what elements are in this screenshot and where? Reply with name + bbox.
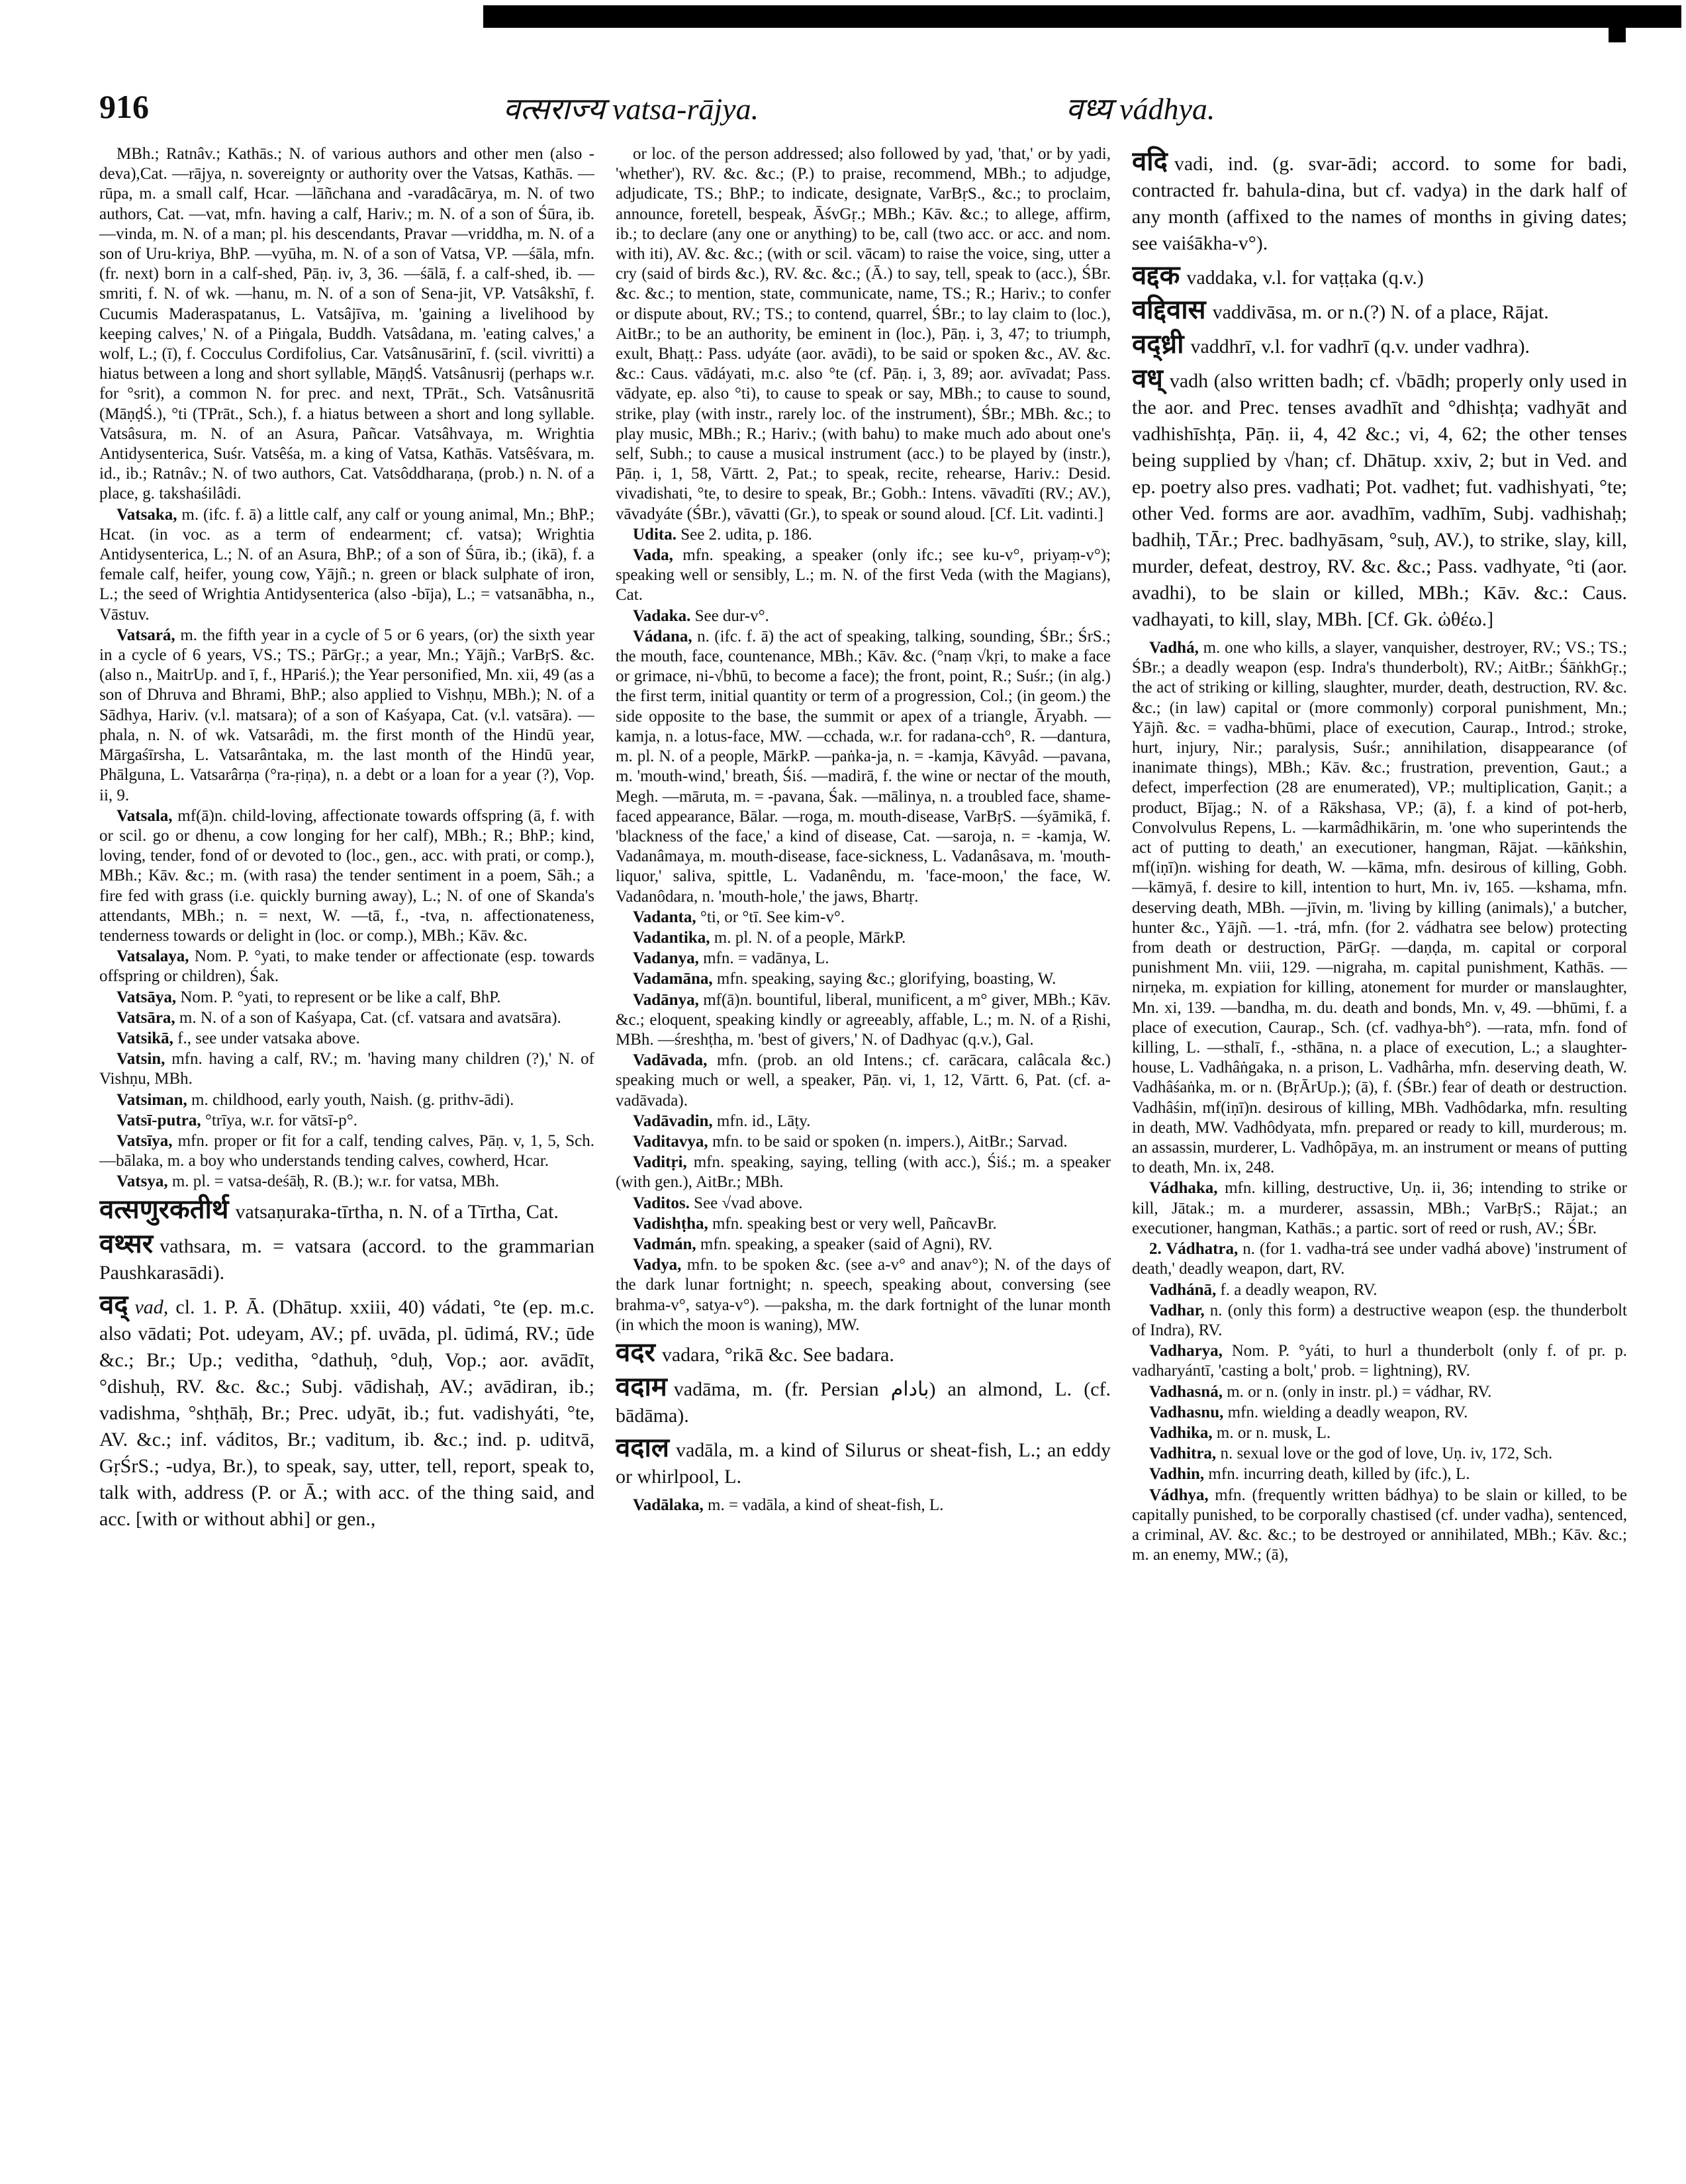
entry-headword: Vatsala, — [117, 806, 173, 825]
dictionary-entry — [616, 1112, 1111, 1131]
dictionary-entry — [616, 908, 1111, 927]
dictionary-entry — [616, 144, 1111, 524]
entry-definition: mfn. (prob. an old Intens.; cf. carācara, calâcala &c.) speaking much or well, a speaker, Pāṇ. vi, 1, 12, Vārtt. 6, Pat. (cf. a-vadāvada). — [616, 1051, 1111, 1110]
entry-definition: vadāla, m. a kind of Silurus or sheat-fish, L.; an eddy or whirlpool, L. — [616, 1439, 1111, 1488]
dictionary-entry — [616, 1132, 1111, 1152]
devanagari-headword: वद्दक — [1132, 260, 1180, 290]
entry-headword: Vadhasná, — [1149, 1382, 1223, 1401]
entry-definition: mfn. to be spoken &c. (see a-v° and anav°); N. of the days of the dark lunar fortnight; n. speech, speaking about, conversing (see brahma-v°, satya-v°). —paksha, m. the dark fortnight of the lunar month (in which the moon is waning), MW. — [616, 1256, 1111, 1334]
entry-headword: Vadhika, — [1149, 1423, 1213, 1442]
entry-definition: vaddhrī, v.l. for vadhrī (q.v. under vadhra). — [1190, 336, 1530, 357]
dictionary-entry — [99, 505, 594, 625]
entry-definition: mfn. (frequently written bádhya) to be slain or killed, to be capitally punished, to be corporally chastised (cf. under vadha), sentenced, a criminal, AV. &c. &c.; to be destroyed or annihilated, MBh.; Kāv. &c.; m. an enemy, MW.; (ā), — [1132, 1486, 1627, 1564]
entry-headword: Vadhitra, — [1149, 1445, 1217, 1463]
dictionary-entry — [99, 947, 594, 986]
dictionary-entry — [616, 1339, 1111, 1368]
entry-definition: mfn. id., Lāṭy. — [716, 1112, 811, 1130]
entry-definition: mfn. speaking, saying, telling (with acc.), Śiś.; m. a speaker (with gen.), AitBr.; MBh. — [616, 1153, 1111, 1192]
dictionary-entry — [99, 1172, 594, 1192]
entry-definition: m. or n. (only in instr. pl.) = vádhar, RV. — [1227, 1382, 1492, 1401]
dictionary-entry — [99, 1008, 594, 1028]
dictionary-entry — [99, 1289, 594, 1533]
entry-definition: vatsaṇuraka-tīrtha, n. N. of a Tīrtha, Cat. — [235, 1200, 559, 1223]
entry-definition: mfn. killing, destructive, Uṇ. ii, 36; intending to strike or kill, Jātak.; m. a murderer, assassin, MBh.; VarBṛS.; Rājat.; an executioner, hangman, Kathās.; a partic. sort of reed or rush, AV.; ŚBr. — [1132, 1179, 1627, 1237]
entry-headword: Vádhaka, — [1149, 1179, 1218, 1198]
dictionary-entry — [616, 606, 1111, 626]
entry-headword: Vadhánā, — [1149, 1280, 1217, 1299]
entry-definition: m. the fifth year in a cycle of 5 or 6 years, (or) the sixth year in a cycle of 6 years, VS.; TS.; PārGṛ.; a year, Mn.; Yājñ.; VarBṛS. &c. (also n., MaitrUp. and ī, f., HPariś.); the Year personified, Mn. xii, 49 (as a son of Dhruva and Bhrami, BhP.; also applied to Vishṇu, MBh.); N. of a Sādhya, Hariv. (v.l. matsara); of a son of Kaśyapa, Cat. (v.l. vatsāra). —phala, n. N. of wk. Vatsarâdi, m. the first month of the Hindū year, Mārgaśīrsha, L. Vatsarântaka, m. the last month of the Hindū year, Phālguna, L. Vatsarârṇa (°ra-ṛiṇa), n. a debt or a loan for a year (?), Vop. ii, 9. — [99, 626, 594, 804]
dictionary-entry — [616, 1371, 1111, 1429]
dictionary-entry — [616, 1432, 1111, 1490]
entry-headword: Vatsīya, — [117, 1131, 173, 1150]
dictionary-entry — [1132, 1486, 1627, 1566]
entry-definition: vaddivāsa, m. or n.(?) N. of a place, Rājat. — [1212, 301, 1549, 323]
entry-headword: Vatsī-putra, — [117, 1111, 201, 1129]
entry-definition: n. (for 1. vadha-trá see under vadhá above) 'instrument of death,' deadly weapon, dart, RV. — [1132, 1240, 1627, 1278]
dictionary-entry — [1132, 1178, 1627, 1239]
entry-definition: mfn. to be said or spoken (n. impers.), AitBr.; Sarvad. — [712, 1132, 1068, 1151]
entry-definition: vathsara, m. = vatsara (accord. to the grammarian Paushkarasādi). — [99, 1235, 594, 1284]
dictionary-entry — [616, 969, 1111, 989]
dictionary-entry — [616, 928, 1111, 948]
entry-definition: mfn. speaking, a speaker (only ifc.; see ku-v°, priyaṃ-v°); speaking well or sensibly, L.; m. N. of the first Veda (with the Magians), Cat. — [616, 546, 1111, 604]
dictionary-entry — [1132, 331, 1627, 360]
entry-headword: Vadharya, — [1149, 1342, 1223, 1360]
entry-definition: n. (only this form) a destructive weapon (esp. the thunderbolt of Indra), RV. — [1132, 1301, 1627, 1339]
entry-definition: °trīya, w.r. for vātsī-p°. — [205, 1111, 357, 1129]
entry-definition: vadara, °rikā &c. See badara. — [661, 1343, 894, 1366]
devanagari-headword: वत्सणुरकतीर्थ — [99, 1194, 229, 1224]
entry-headword: Vadanya, — [633, 949, 699, 968]
entry-headword: Vatsāra, — [117, 1008, 175, 1027]
devanagari-headword: वध् — [1132, 363, 1163, 393]
entry-definition: n. sexual love or the god of love, Uṇ. iv, 172, Sch. — [1220, 1445, 1553, 1463]
devanagari-headword: वदाल — [616, 1432, 669, 1462]
entry-definition: m. N. of a son of Kaśyapa, Cat. (cf. vatsara and avatsāra). — [179, 1008, 561, 1027]
devanagari-headword: वथ्सर — [99, 1228, 154, 1258]
entry-definition: vadh (also written badh; cf. √bādh; properly only used in the aor. and Prec. tenses avadhīt and °dhishṭa; vadhyāt and vadhishīshṭa, Pāṇ. ii, 4, 42 &c.; vi, 4, 62; the other tenses being supplied by √han; cf. Dhātup. xxiv, 2; but in Ved. and ep. poetry also pres. vadhati; Pot. vadhet; fut. vadhishyati, °te; other Ved. forms are aor. avadhīm, vadhīm, Subj. vadhishaḥ; badhiḥ, TĀr.; Prec. badhyāsam, °suḥ, AV.), to strike, slay, kill, murder, defeat, destroy, RV. &c. &c.; Pass. vadhyate, °ti (aor. avadhi), to be slain or killed, MBh.; Kāv. &c.: Caus. vadhayati, to kill, slay, MBh. [Cf. Gk. ὠθέω.] — [1132, 370, 1627, 630]
entry-definition: See 2. udita, p. 186. — [680, 525, 812, 544]
scan-edge-bar — [483, 5, 1681, 28]
entry-headword: Vatsaka, — [117, 505, 177, 524]
entry-definition: m. or n. musk, L. — [1216, 1423, 1331, 1442]
entry-headword: Vadishṭha, — [633, 1214, 708, 1233]
entry-definition: Nom. P. °yáti, to hurl a thunderbolt (only f. of pr. p. vadharyántī, 'casting a bolt,' prob. = lightning), RV. — [1132, 1342, 1627, 1380]
entry-definition: mfn. proper or fit for a calf, tending calves, Pāṇ. v, 1, 5, Sch. —bālaka, m. a boy who understands tending calves, cowherd, Hcar. — [99, 1131, 594, 1170]
dictionary-column-1 — [99, 144, 594, 2144]
entry-headword: 2. Vádhatra, — [1149, 1240, 1239, 1258]
dictionary-entry — [1132, 1444, 1627, 1464]
entry-headword: Vatsāya, — [117, 988, 177, 1006]
dictionary-entry — [616, 1235, 1111, 1255]
dictionary-entry — [616, 525, 1111, 545]
page-header — [99, 87, 1509, 134]
dictionary-entry — [1132, 262, 1627, 291]
dictionary-entry — [616, 1214, 1111, 1234]
entry-definition: mfn. speaking, a speaker (said of Agni), RV. — [700, 1235, 993, 1253]
entry-definition: m. childhood, early youth, Naish. (g. prithv-ādi). — [191, 1090, 514, 1109]
dictionary-entry — [616, 1194, 1111, 1213]
dictionary-entry — [616, 990, 1111, 1051]
entry-definition: f. a deadly weapon, RV. — [1220, 1280, 1378, 1299]
entry-definition: m. pl. N. of a people, MārkP. — [714, 928, 906, 947]
entry-definition: mfn. wielding a deadly weapon, RV. — [1227, 1403, 1468, 1421]
dictionary-entry — [99, 1228, 594, 1286]
entry-definition: °ti, or °tī. See kim-v°. — [700, 908, 845, 926]
dictionary-entry — [99, 1090, 594, 1110]
devanagari-headword: वदाम — [616, 1371, 667, 1401]
devanagari-headword: वद्दिवास — [1132, 295, 1206, 324]
entry-definition: mfn. speaking best or very well, PañcavBr. — [712, 1214, 997, 1233]
dictionary-entry — [1132, 638, 1627, 1178]
devanagari-headword: वद् — [99, 1289, 128, 1319]
entry-definition: vadāma, m. (fr. Persian بادام) an almond, L. (cf. bādāma). — [616, 1378, 1111, 1427]
scan-edge-mark — [1609, 28, 1626, 42]
entry-definition: vaddaka, v.l. for vaṭṭaka (q.v.) — [1186, 267, 1424, 289]
dictionary-entry — [1132, 1239, 1627, 1279]
dictionary-entry — [616, 1255, 1111, 1335]
dictionary-column-2 — [616, 144, 1111, 2144]
dictionary-entry — [99, 806, 594, 946]
entry-definition: mfn. incurring death, killed by (ifc.), L. — [1208, 1465, 1470, 1484]
entry-definition: m. pl. = vatsa-deśāḥ, R. (B.); w.r. for vatsa, MBh. — [171, 1172, 500, 1191]
dictionary-entry — [99, 144, 594, 504]
entry-headword: Vatsalaya, — [117, 947, 189, 966]
dictionary-column-3 — [1132, 144, 1627, 2144]
dictionary-entry — [99, 626, 594, 806]
dictionary-entry — [99, 1111, 594, 1131]
entry-headword: Vatsin, — [117, 1050, 165, 1068]
entry-definition: mf(ā)n. bountiful, liberal, munificent, a m° giver, MBh.; Kāv. &c.; eloquent, speaking kindly or agreeably, affable, L.; m. N. of a Ṛishi, MBh. —śreshṭha, m. 'best of givers,' N. of Dadhyac (q.v.), Gal. — [616, 990, 1111, 1049]
entry-headword: Vadālaka, — [633, 1496, 704, 1514]
entry-definition: MBh.; Ratnâv.; Kathās.; N. of various authors and other men (also -deva),Cat. —rājya, n. sovereignty or authority over the Vatsas, Kathās. —rūpa, m. a small calf, Hcar. —lāñchana and -varadâcārya, m. N. of two authors, Cat. —vat, mfn. having a calf, Hariv.; m. N. of a son of Śūra, ib. —vinda, m. N. of a man; pl. his descendants, Pravar —vriddha, m. N. of a son of Uru-kriya, BhP. —vyūha, m. N. of a son of Vatsa, VP. —śāla, mfn. (fr. next) born in a calf-shed, Pāṇ. iv, 3, 36. —śālā, f. a calf-shed, ib. —smriti, f. N. of wk. —hanu, m. N. of a son of Sena-jit, VP. Vatsâkshī, f. Cucumis Maderaspatanus, L. Vatsâjīva, m. 'gaining a livelihood by keeping calves,' N. of a Piṅgala, Buddh. Vatsâdana, m. 'eating calves,' a wolf, L.; (ī), f. Cocculus Cordifolius, Car. Vatsânusārinī, f. (scil. vivritti) a hiatus between a long and short syllable, MāṇḍŚ. Vatsânusrij (perhaps w.r. for °srit), a common N. for prec. and next, TPrāt., Sch. Vatsânusritā (MāṇḍŚ.), °ti (TPrāt., Sch.), f. a hiatus between a short and long syllable. Vatsâsura, m. N. of an Asura, Pañcar. Vatsâhvaya, m. Wrightia Antidysenterica, Suśr. Vatsêśa, m. a king of Vatsa, Kathās. Vatsêśvara, m. id., ib.; Ratnâv.; N. of two authors, Cat. Vatsôddharaṇa, (prob.) n. N. of a place, g. takshaśilâdi. — [99, 145, 594, 503]
entry-headword: Vada, — [633, 546, 673, 565]
entry-headword: Vadmán, — [633, 1235, 696, 1253]
entry-definition: m. (ifc. f. ā) a little calf, any calf or young animal, Mn.; BhP.; Hcat. (in voc. as a term of endearment; cf. vatsa); Wrightia Antidysenterica, L.; N. of an Asura, BhP.; of a son of Śūra, ib.; (ikā), f. a female calf, heifer, young cow, Yājñ.; n. green or black sulphate of iron, L.; the seed of Wrightia Antidysenterica (also -bīja), L.; = vatsanābha, n., Vāstuv. — [99, 505, 594, 624]
entry-headword: Vadāvadin, — [633, 1112, 713, 1130]
dictionary-entry — [616, 1496, 1111, 1515]
dictionary-entry — [1132, 365, 1627, 633]
dictionary-entry — [99, 1131, 594, 1171]
entry-headword: Vadamāna, — [633, 970, 713, 988]
dictionary-entry — [99, 988, 594, 1008]
entry-headword: Vatsya, — [117, 1172, 168, 1191]
dictionary-entry — [616, 949, 1111, 969]
dictionary-entry — [99, 1196, 594, 1225]
entry-headword: Vatsiman, — [117, 1090, 187, 1109]
dictionary-entry — [99, 1049, 594, 1089]
dictionary-entry — [1132, 1280, 1627, 1300]
entry-definition: n. (ifc. f. ā) the act of speaking, talking, sounding, ŚBr.; ŚrS.; the mouth, face, countenance, MBh.; Kāv. &c. (°naṃ √kṛi, to make a face or grimace, ni-√bhū, to become a face); the front, point, R.; Suśr.; (in alg.) the first term, initial quantity or term of a progression, Col.; (in geom.) the side opposite to the base, the summit or apex of a triangle, Āryabh. —kamja, n. a lotus-face, MW. —cchada, w.r. for radana-cch°, R. —dantura, m. pl. N. of a people, MārkP. —paṅka-ja, n. = -kamja, Kāvyâd. —pavana, m. 'mouth-wind,' breath, Śiś. —madirā, f. the wine or nectar of the mouth, Megh. —māruta, m. = -pavana, Śak. —mālinya, n. a troubled face, shame-faced appearance, Bālar. —roga, m. mouth-disease, VarBṛS. —śyāmikā, f. 'blackness of the face,' a kind of disease, Cat. —saroja, n. = -kamja, W. Vadanâmaya, m. mouth-disease, face-sickness, L. Vadanâsava, m. 'mouth-liquor,' saliva, spittle, L. Vadanêndu, m. 'face-moon,' the face, W. Vadanôdara, n. 'mouth-hole,' the jaws, Bhartṛ. — [616, 627, 1111, 906]
entry-definition: mfn. having a calf, RV.; m. 'having many children (?),' N. of Vishṇu, MBh. — [99, 1050, 594, 1088]
dictionary-entry — [1132, 1403, 1627, 1423]
dictionary-entry — [1132, 1382, 1627, 1402]
entry-definition: See √vad above. — [694, 1194, 803, 1212]
dictionary-entry — [616, 1051, 1111, 1111]
entry-definition: cl. 1. P. Ā. (Dhātup. xxiii, 40) vádati, °te (ep. m.c. also vādati; Pot. udeyam, AV.; pf. uvāda, pl. ūdimá, RV.; ūde &c.; Br.; Up.; veditha, °dathuḥ, °duḥ, Vop.; aor. avādīt, °dishuḥ, RV. &c. &c.; Subj. vādishaḥ, AV.; avādiran, ib.; vadishma, °shṭhāḥ, Br.; Prec. udyāt, ib.; fut. vadishyáti, °te, AV. &c.; inf. váditos, Br.; vaditum, ib. &c.; ind. p. uditvā, GṛŚrS.; -udya, Br.), to speak, say, utter, tell, report, speak to, talk with, address (P. or Ā.; with acc. of the thing said, and acc. [with or without abhi] or gen., — [99, 1296, 594, 1530]
entry-headword: Vaditṛi, — [633, 1153, 687, 1172]
dictionary-entry — [616, 1153, 1111, 1192]
dictionary-entry — [1132, 1301, 1627, 1341]
entry-headword: Vadya, — [633, 1256, 682, 1274]
entry-definition: m. = vadāla, a kind of sheat-fish, L. — [708, 1496, 944, 1514]
entry-headword: Vadāvada, — [633, 1051, 708, 1070]
entry-definition: mf(ā)n. child-loving, affectionate towards offspring (ā, f. with or scil. go or dhenu, a cow longing for her calf), MBh.; R.; BhP.; kind, loving, tender, fond of or devoted to (loc., gen., acc. with prati, or comp.), MBh.; Kāv. &c.; m. (with rasa) the tender sentiment in a poem, Sāh.; a fire fed with grass (i.e. quickly burning away), L.; N. of one of Skanda's attendants, MBh.; n. = next, W. —tā, f., -tva, n. affectionateness, tenderness towards or delight in (loc. or comp.), MBh.; Kāv. &c. — [99, 806, 594, 945]
entry-headword: Vadhin, — [1149, 1465, 1205, 1484]
entry-headword: Vadantika, — [633, 928, 710, 947]
header-left-headword: वत्सराज्य vatsa-rājya. — [503, 92, 759, 126]
entry-headword: Vádhya, — [1149, 1486, 1209, 1504]
entry-headword: Udita. — [633, 525, 677, 544]
dictionary-entry — [1132, 148, 1627, 257]
entry-headword: Vadanta, — [633, 908, 696, 926]
entry-headword: Vadhar, — [1149, 1301, 1205, 1319]
devanagari-headword: वदि — [1132, 146, 1168, 176]
entry-headword: Vatsikā, — [117, 1029, 173, 1047]
entry-headword: Vadhasnu, — [1149, 1403, 1224, 1421]
entry-definition: mfn. speaking, saying &c.; glorifying, boasting, W. — [716, 970, 1056, 988]
header-right-headword: वध्य vádhya. — [1066, 92, 1215, 126]
dictionary-entry — [1132, 1423, 1627, 1443]
entry-definition: Nom. P. °yati, to represent or be like a calf, BhP. — [180, 988, 501, 1006]
entry-definition: See dur-v°. — [694, 606, 769, 625]
entry-definition: or loc. of the person addressed; also followed by yad, 'that,' or by yadi, 'whether'), RV. &c. &c.; (P.) to praise, recommend, MBh.; to adjudge, adjudicate, TS.; BhP.; to indicate, designate, VarBṛS., &c.; to proclaim, announce, foretell, bespeak, ĀśvGṛ.; MBh.; Kāv. &c.; to allege, affirm, ib.; to declare (any one or anything) to be, call (two acc. or acc. and nom. with iti), AV. &c. &c.; (with or scil. vācam) to raise the voice, sing, utter a cry (said of birds &c.), RV. &c. &c.; (Ā.) to say, tell, speak to (acc.), ŚBr. &c. &c.; to mention, state, communicate, name, TS.; R.; Hariv.; to confer or dispute about, RV.; TS.; to contend, quarrel, ŚBr.; to lay claim to (loc.), AitBr.; to be an authority, be eminent in (loc.), Pāṇ. i, 3, 47; to triumph, exult, Bhaṭṭ.: Pass. udyáte (aor. avādi), to be said or spoken &c., AV. &c. &c.: Caus. vādáyati, m.c. also °te (cf. Pāṇ. i, 3, 89; aor. avīvadat; Pass. vādyate, ep. also °ti), to cause to speak or say, MBh.; to cause to sound, strike, play (with instr., rarely loc. of the instrument), ŚBr.; MBh. &c.; to play music, MBh.; R.; Hariv.; (with bahu) to make much ado about one's self, Subh.; to cause a musical instrument (acc.) to be played by (instr.), Pāṇ. i, 1, 58, Vārtt. 2, Pat.; to speak, recite, rehearse, Hariv.: Desid. vivadishati, °te, to desire to speak, Br.; Gobh.: Intens. vāvadīti (RV.; AV.), vāvadyáte (ŚBr.), vāvatti (Gr.), to speak or sound aloud. [Cf. Lit. vadinti.] — [616, 145, 1111, 523]
entry-definition: m. one who kills, a slayer, vanquisher, destroyer, RV.; VS.; TS.; ŚBr.; a deadly weapon (esp. Indra's thunderbolt), RV.; AitBr.; ŚāṅkhGṛ.; the act of striking or killing, slaughter, murder, death, destruction, RV. &c. &c.; (in law) capital or (more commonly) corporal punishment, Mn.; Yājñ. &c. = vadha-bhūmi, place of execution, Caurap., Introd.; stroke, hurt, injury, Nir.; paralysis, Suśr.; annihilation, disappearance (of inanimate things), MBh.; Kāv. &c.; frustration, prevention, Gaut.; a defect, imperfection (28 are enumerated), VP.; multiplication, Gaṇit.; a product, Bījag.; N. of a Rākshasa, VP.; (ā), f. a kind of pot-herb, Convolvulus Repens, L. —karmâdhikārin, m. 'one who superintends the act of putting to death,' an executioner, hangman, Rājat. —kāṅkshin, mf(iṇī)n. wishing for death, W. —kāma, mfn. desirous of killing, Gobh. —kāmyā, f. desire to kill, intention to hurt, Mn. iv, 165. —kshama, mfn. deserving death, MBh. —jīvin, m. 'living by killing (animals),' a butcher, hunter &c., Yājñ. —1. -trá, mfn. (for 2. vádhatra see below) protecting from death or destruction, PārGṛ. —daṇḍa, m. capital or corporal punishment Mn. viii, 129. —nigraha, m. capital punishment, Kathās. —nirṇeka, m. expiation for killing, atonement for murder or manslaughter, Mn. xi, 139. —bandha, m. du. death and bonds, Mn. v, 49. —bhūmi, f. a place of execution, Caurap., Sch. (cf. vadhya-bh°). —rata, mfn. fond of killing, L. —sthalī, f., -sthāna, n. a place of execution, L.; a slaughter-house, L. Vadhâṅgaka, n. a prison, L. Vadhârha, mfn. deserving death, W. Vadhâśaṅka, m. or n. (BṛĀrUp.); (ā), f. (ŚBr.) fear of death or destruction. Vadhâśin, mf(iṇī)n. desirous of killing, MBh. Vadhôdarka, mfn. resulting in death, MW. Vadhôdyata, mfn. prepared or ready to kill, murderous; m. an assassin, murderer, L. Vadhôpāya, m. an instrument or means of putting to death, Mn. ix, 248. — [1132, 639, 1627, 1177]
dictionary-entry — [616, 546, 1111, 606]
entry-headword: vad, — [134, 1296, 169, 1318]
dictionary-entry — [616, 627, 1111, 907]
entry-definition: f., see under vatsaka above. — [177, 1029, 360, 1047]
dictionary-entry — [1132, 1341, 1627, 1381]
entry-headword: Vatsará, — [117, 626, 175, 644]
entry-headword: Vaditavya, — [633, 1132, 708, 1151]
devanagari-headword: वद्ध्री — [1132, 329, 1184, 359]
entry-headword: Vadānya, — [633, 990, 699, 1009]
entry-headword: Vadaka. — [633, 606, 691, 625]
entry-headword: Vaditos. — [633, 1194, 690, 1212]
entry-definition: vadi, ind. (g. svar-ādi; accord. to some for badi, contracted fr. bahula-dina, but cf. vadya) in the dark half of any month (affixed to the names of months in giving dates; see vaiśākha-v°). — [1132, 153, 1627, 254]
entry-headword: Vádana, — [633, 627, 692, 645]
devanagari-headword: वदर — [616, 1337, 655, 1367]
entry-headword: Vadhá, — [1149, 639, 1199, 657]
dictionary-entry — [1132, 297, 1627, 326]
entry-definition: Nom. P. °yati, to make tender or affectionate (esp. towards offspring or children), Śak. — [99, 947, 594, 986]
dictionary-entry — [1132, 1464, 1627, 1484]
dictionary-entry — [99, 1029, 594, 1049]
page-number: 916 — [99, 88, 149, 125]
entry-definition: mfn. = vadānya, L. — [703, 949, 829, 968]
